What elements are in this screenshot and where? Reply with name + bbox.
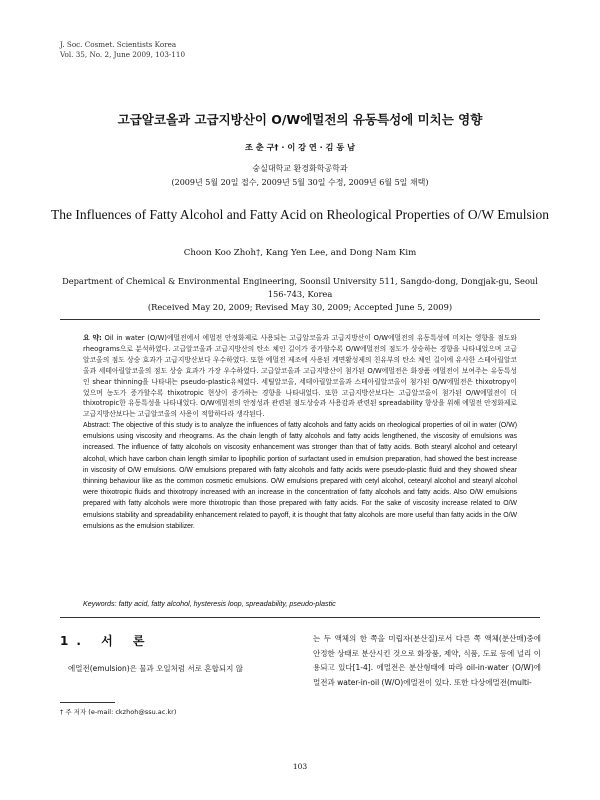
journal-name: J. Soc. Cosmet. Scientists Korea xyxy=(60,40,177,49)
column-right xyxy=(313,632,541,690)
footnote: † 주 저자 (e-mail: ckzhoh@ssu.ac.kr) xyxy=(60,708,177,716)
footnote-rule xyxy=(60,702,115,703)
english-affiliation-block xyxy=(60,275,540,314)
keywords xyxy=(83,599,517,608)
abstract-english xyxy=(83,420,517,532)
section-heading: 1. 서 론 xyxy=(60,634,153,648)
section-text-left: 에멀전(emulsion)은 물과 오일처럼 서로 혼합되지 않 xyxy=(68,664,244,673)
english-dates: (Received May 20, 2009; Revised May 30, 2009; Accepted June 5, 2009) xyxy=(147,302,453,312)
abstract-korean xyxy=(83,333,517,420)
english-title: The Influences of Fatty Alcohol and Fatty Acid on Rheological Properties of O/W Emulsion xyxy=(50,207,550,222)
divider-top xyxy=(60,319,540,320)
korean-dates: (2009년 5월 20일 접수, 2009년 5월 30일 수정, 2009년 6월 5일 채택) xyxy=(171,178,429,187)
journal-info xyxy=(60,40,185,60)
abstract-korean-label: 요 약: xyxy=(83,334,102,342)
journal-volume: Vol. 35, No. 2, June 2009, 103-110 xyxy=(60,50,186,59)
column-left xyxy=(60,632,290,676)
korean-affiliation-block xyxy=(0,162,600,190)
page-number: 103 xyxy=(292,762,308,771)
abstract-korean-text: Oil in water (O/W)에멀전에서 에멀전 안정화제로 사용되는 고급알코올과 고급지방산이 O/W에멀전의 유동특성에 미치는 영향을 점도와 rheograms으로 분석하였다. 고급알코올과 고급지방산의 탄소 체인 길이가 증가할수록 O/W에멀전의 점도가 상승하는 경향을 나타내었으며 고급알코올의 점도 상승 효과가 고급지방산보다 우수하였다. 또한 에멀전 제조에 사용된 계면활성제의 친유부의 탄소 체인 길이에 유사한 스테아릴알코올과 세테아릴알코올의 점도 상승 효과가 가장 우수하였다. 고급알코올과 고급지방산이 첨가된 O/W에멀전은 화장품 에멀전이 보여주는 유동특성인 shear thinning을 나타내는 pseudo-plastic유체였다. 세틸알코올, 세테아릴알코올과 스테아릴알코올이 첨가된 O/W에멀전은 thixotropy이었으며 농도가 증가할수록 thixotropic 현상이 증가하는 경향을 나타내었다. 또한 고급지방산보다는 고급알코올이 첨가된 O/W에멀전이 더 thixotropic한 유동특성을 나타내었다. O/W에멀전의 안정성과 관련된 점도상승과 사용감과 관련된 spreadability 향상을 위해 에멀전 안정화제로 고급지방산보다는 고급알코올의 사용이 적합하다라 생각된다. xyxy=(83,334,517,419)
english-authors: Choon Koo Zhoh†, Kang Yen Lee, and Dong Nam Kim xyxy=(183,248,417,258)
korean-authors: 조 춘 구† · 이 강 연 · 김 동 남 xyxy=(244,142,355,152)
keywords-label: Keywords: xyxy=(83,599,117,608)
divider-bottom xyxy=(60,617,540,618)
korean-title: 고급알코올과 고급지방산이 O/W에멀전의 유동특성에 미치는 영향 xyxy=(117,112,483,127)
keywords-values: fatty acid, fatty alcohol, hysteresis loop, spreadability, pseudo-plastic xyxy=(118,599,336,608)
korean-affiliation: 숭실대학교 환경화학공학과 xyxy=(252,164,348,173)
abstract-english-text: The objective of this study is to analyze the influences of fatty alcohols and fatty acids on rheological properties of oil in water (O/W) emulsions using viscosity and rheograms. As the chain length of fatty alcohols and fatty acids lengthened, the viscosity of emulsions was increased. The influence of fatty alcohols on viscosity enhancement was stronger than that of fatty acids. Both stearyl alcohol and cetearyl alcohol, which have carbon chain length similar to lipophilic portion of surfactant used in emulsion preparation, had showed the best increase in viscosity of O/W emulsions. O/W emulsions prepared with fatty alcohols and fatty acids were pseudo-plastic fluid and they showed shear thinning behaviour like as the common cosmetic emulsions. O/W emulsions prepared with cetyl alcohol, cetearyl alcohol and stearyl alcohol were thixotropic fluids and thixotropy increased with an increase in the concentration of fatty alcohols and fatty acids. Also O/W emulsions prepared with fatty alcohols were more thixotropic than those prepared with fatty acids. For the sake of viscosity increase related to O/W emulsions stability and spreadability enhancement related to payoff, it is thought that fatty alcohols are more useful than fatty acids in the O/W emulsions as the emulsion stabilizer. xyxy=(83,422,517,530)
abstract-english-label: Abstract: xyxy=(83,422,111,429)
english-affiliation: Department of Chemical & Environmental Engineering, Soonsil University 511, Sangdo-dong, Dongjak-gu, Seoul 156-743, Korea xyxy=(62,276,538,299)
section-text-right: 는 두 액체의 한 쪽을 미립자(분산질)로서 다른 쪽 액체(분산매)중에 안정한 상태로 분산시킨 것으로 화장품, 제약, 식품, 도료 등에 널리 이용되고 있다[1-4]. 에멀전은 분산형태에 따라 oil-in-water (O/W)에멀전과 water-in-oil (W/O)에멀전이 있다. 또한 다상에멀전(multi- xyxy=(313,634,541,687)
